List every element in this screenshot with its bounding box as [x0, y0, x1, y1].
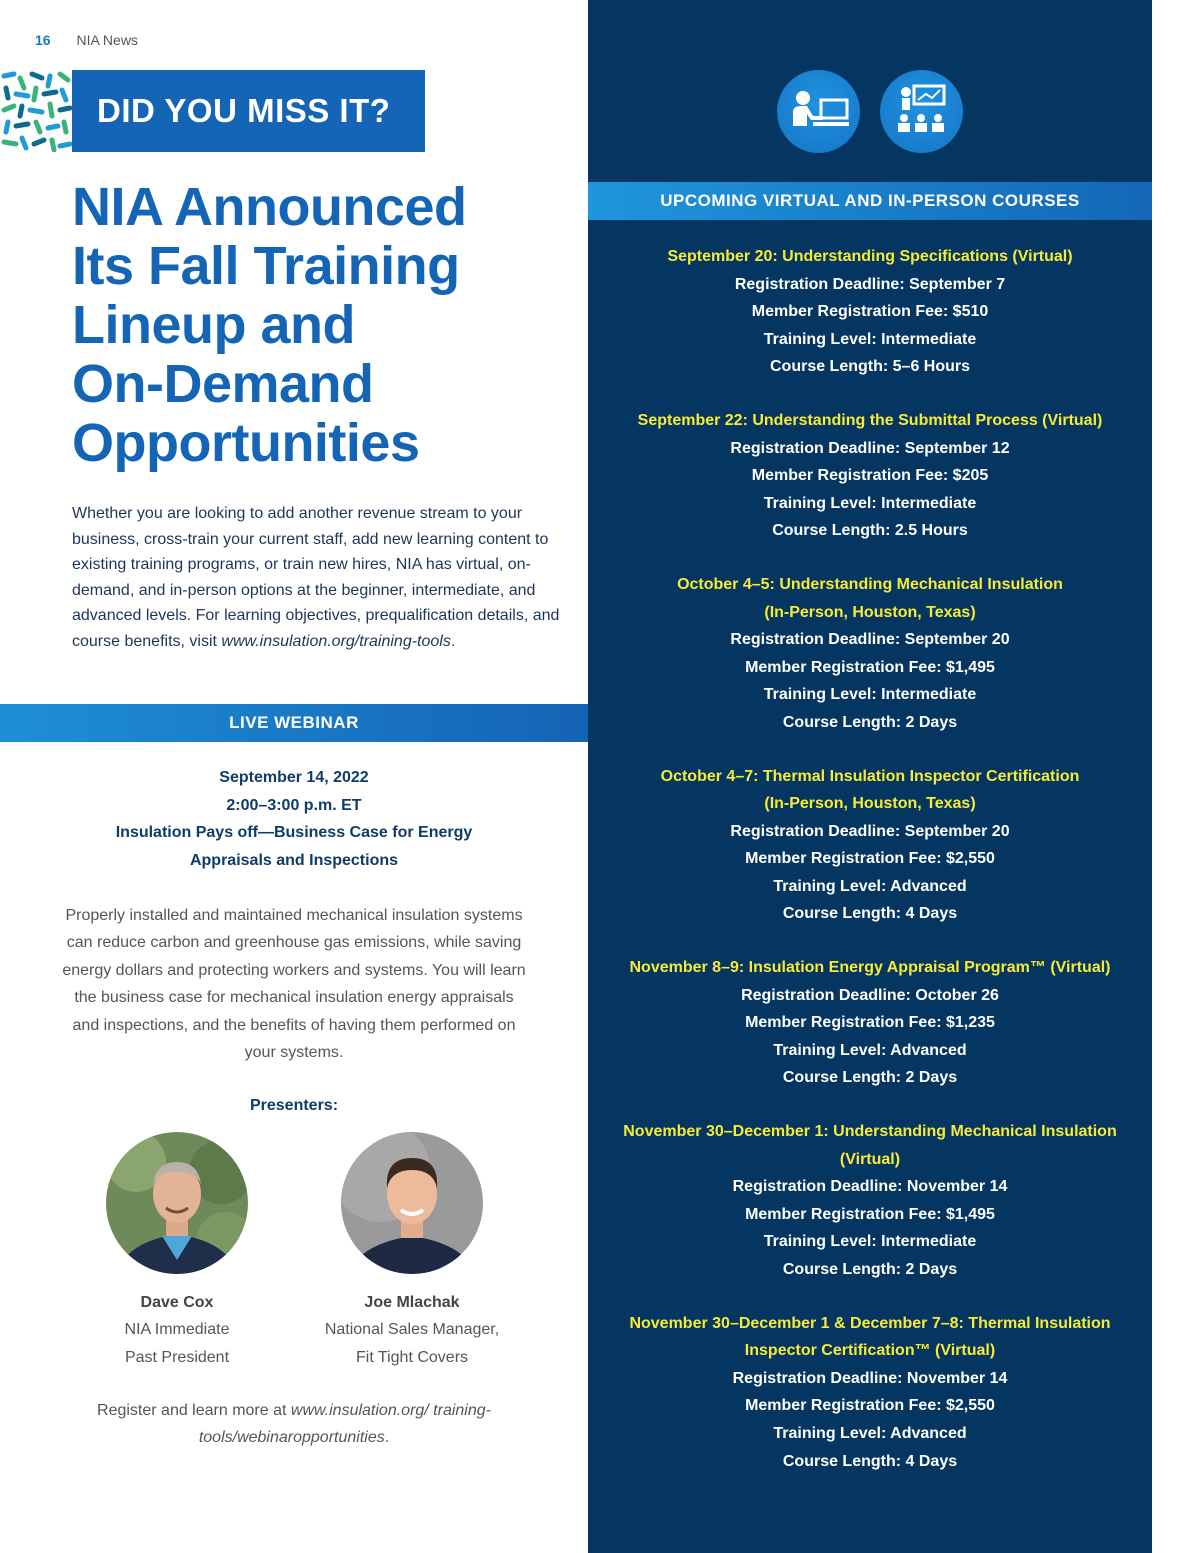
- course-level: Training Level: Advanced: [773, 1041, 967, 1059]
- avatar: [106, 1132, 248, 1274]
- did-you-miss-it-banner: DID YOU MISS IT?: [72, 70, 425, 152]
- course-level: Training Level: Intermediate: [763, 686, 977, 704]
- course-deadline: Registration Deadline: November 14: [732, 1369, 1008, 1387]
- course-item: [588, 571, 1152, 737]
- course-title: November 8–9: Insulation Energy Appraisal Program™ (Virtual): [629, 959, 1111, 977]
- course-fee: Member Registration Fee: $1,495: [745, 658, 995, 676]
- course-level: Training Level: Advanced: [773, 877, 967, 895]
- publication-name: NIA News: [76, 32, 138, 48]
- article-title: NIA Announced Its Fall Training Lineup and On-Demand Opportunities: [72, 177, 467, 473]
- course-length: Course Length: 2 Days: [782, 1069, 958, 1087]
- presenter-name: Joe Mlachak: [364, 1294, 460, 1311]
- webinar-description: Properly installed and maintained mechanical insulation systems can reduce carbon and greenhouse gas emissions, while saving energy dollars and protecting workers and systems. You will learn the business case for mechanical insulation energy appraisals and inspections, and the benefits of having them performed on your systems.: [62, 907, 526, 1062]
- course-item: [588, 407, 1152, 545]
- course-item: [588, 1310, 1152, 1476]
- page-number: 16: [35, 32, 51, 48]
- course-length: Course Length: 4 Days: [782, 1452, 958, 1470]
- webinar-time: 2:00–3:00 p.m. ET: [226, 796, 362, 814]
- course-length: Course Length: 2 Days: [782, 713, 958, 731]
- course-list: [588, 243, 1152, 1501]
- webinar-title-line-1: Insulation Pays off—Business Case for Energy: [115, 824, 473, 842]
- course-title: September 20: Understanding Specifications (Virtual): [667, 248, 1073, 265]
- course-fee: Member Registration Fee: $1,235: [745, 1014, 995, 1032]
- page-header: [35, 32, 138, 48]
- course-length: Course Length: 2 Days: [782, 1261, 958, 1278]
- course-level: Training Level: Intermediate: [763, 330, 977, 348]
- course-title: Inspector Certification™ (Virtual): [744, 1342, 996, 1360]
- webinar-title-line-2: Appraisals and Inspections: [189, 851, 399, 869]
- webinar-opportunities-link[interactable]: www.insulation.org/ training-tools/webinaropportunities: [198, 1402, 491, 1446]
- course-deadline: Registration Deadline: September 7: [734, 275, 1006, 293]
- course-fee: Member Registration Fee: $2,550: [745, 850, 995, 868]
- courses-panel: [588, 0, 1152, 1553]
- course-deadline: Registration Deadline: September 20: [730, 822, 1010, 840]
- course-title: October 4–5: Understanding Mechanical Insulation: [677, 575, 1063, 593]
- course-deadline: Registration Deadline: September 12: [730, 439, 1010, 457]
- intro-paragraph: Whether you are looking to add another revenue stream to your business, cross-train your current staff, add new learning content to existing training programs, or train new hires, NIA has virtual, on-demand, and in-person options at the beginner, intermediate, and advanced levels. For learning objectives, prequalification details, and course benefits, visit www.insulation.org/training-tools.: [72, 505, 560, 650]
- course-item: [588, 243, 1152, 381]
- course-item: [588, 1118, 1152, 1284]
- computer-learner-icon: [777, 70, 860, 153]
- course-title: (In-Person, Houston, Texas): [764, 603, 976, 621]
- course-level: Training Level: Intermediate: [763, 494, 977, 512]
- course-fee: Member Registration Fee: $2,550: [745, 1397, 995, 1415]
- course-fee: Member Registration Fee: $205: [751, 467, 989, 485]
- classroom-presentation-icon: [880, 70, 963, 153]
- course-deadline: Registration Deadline: November 14: [732, 1178, 1008, 1196]
- course-length: Course Length: 4 Days: [782, 905, 958, 923]
- course-title: September 22: Understanding the Submittal Process (Virtual): [637, 411, 1103, 429]
- course-deadline: Registration Deadline: October 26: [741, 986, 999, 1004]
- presenter-dave-cox: [57, 1132, 297, 1371]
- presenter-joe-mlachak: [292, 1132, 532, 1371]
- avatar: [341, 1132, 483, 1274]
- webinar-heading: [0, 764, 588, 874]
- presenter-role: National Sales Manager,: [324, 1321, 500, 1338]
- course-title: November 30–December 1 & December 7–8: Thermal Insulation: [629, 1314, 1111, 1332]
- course-deadline: Registration Deadline: September 20: [730, 631, 1010, 649]
- course-level: Training Level: Advanced: [773, 1424, 967, 1442]
- training-tools-link[interactable]: www.insulation.org/training-tools: [221, 632, 451, 650]
- course-title: (In-Person, Houston, Texas): [764, 795, 976, 813]
- course-title: (Virtual): [839, 1150, 901, 1168]
- presenter-role: NIA Immediate: [124, 1321, 230, 1338]
- course-level: Training Level: Intermediate: [763, 1233, 977, 1251]
- presenter-role: Fit Tight Covers: [355, 1348, 469, 1366]
- course-length: Course Length: 5–6 Hours: [769, 358, 971, 376]
- presenter-role: Past President: [124, 1348, 230, 1366]
- presenter-name: Dave Cox: [140, 1294, 214, 1311]
- course-fee: Member Registration Fee: $1,495: [745, 1205, 995, 1223]
- register-note: Register and learn more at www.insulation.org/ training-tools/webinaropportunities.: [97, 1402, 491, 1446]
- decorative-pattern: [0, 70, 72, 152]
- course-title: November 30–December 1: Understanding Mechanical Insulation: [623, 1123, 1117, 1141]
- course-length: Course Length: 2.5 Hours: [772, 522, 968, 540]
- course-item: [588, 763, 1152, 929]
- course-item: [588, 954, 1152, 1092]
- course-fee: Member Registration Fee: $510: [751, 303, 989, 321]
- webinar-date: September 14, 2022: [219, 769, 369, 786]
- presenters-label: Presenters:: [249, 1097, 339, 1114]
- upcoming-courses-section-bar: UPCOMING VIRTUAL AND IN-PERSON COURSES: [588, 182, 1152, 220]
- course-title: October 4–7: Thermal Insulation Inspector Certification: [660, 767, 1080, 785]
- live-webinar-section-bar: LIVE WEBINAR: [0, 704, 588, 742]
